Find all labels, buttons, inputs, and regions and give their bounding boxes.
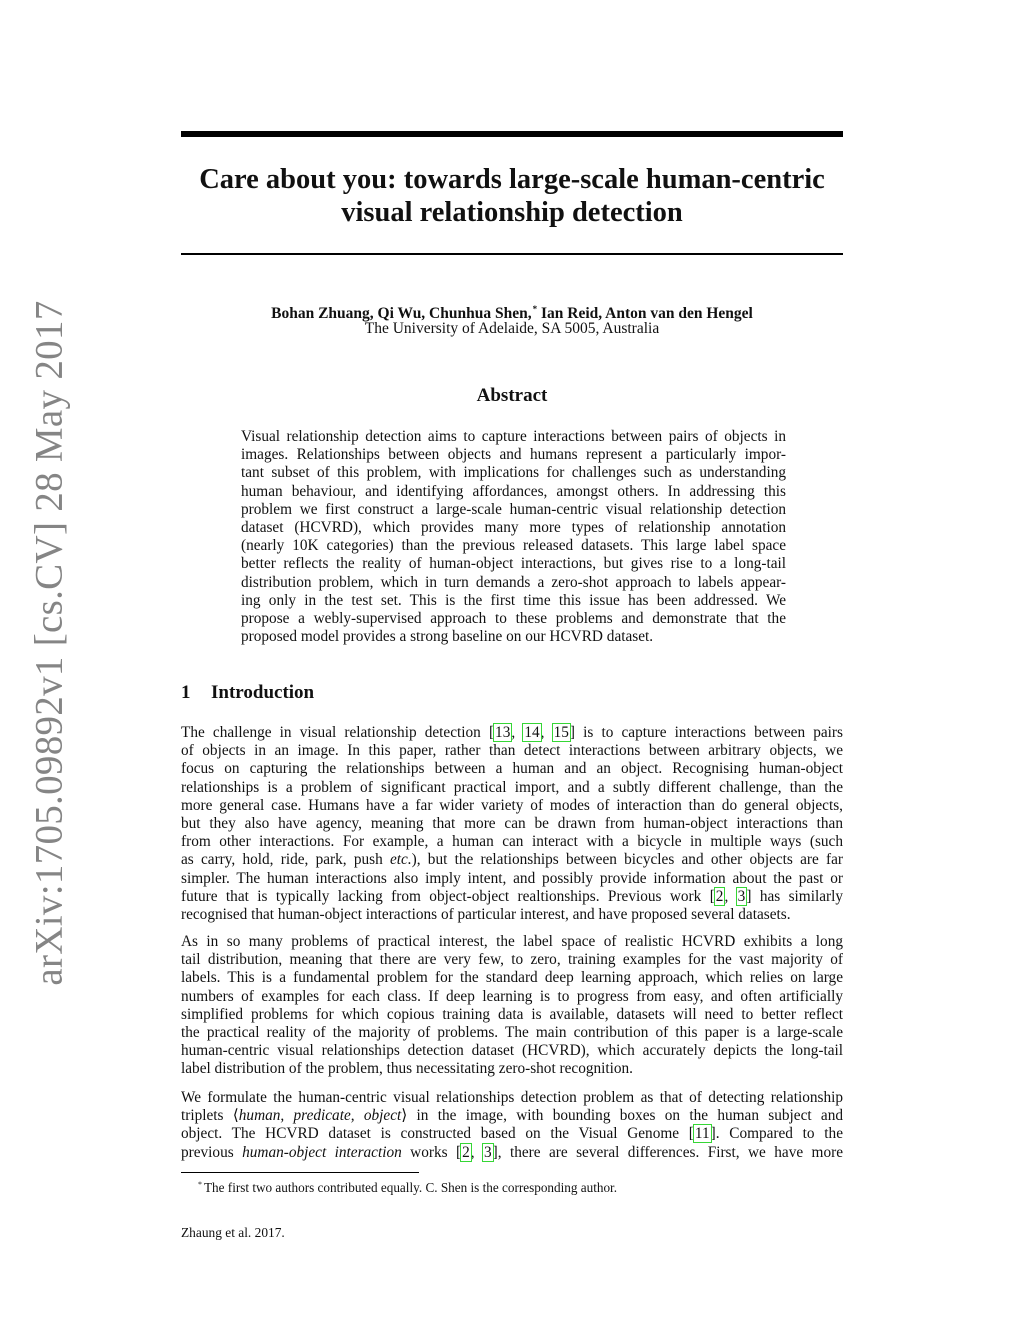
text-run: , bbox=[511, 724, 524, 741]
author-names-a: Bohan Zhuang, Qi Wu, Chunhua Shen, bbox=[271, 305, 532, 322]
intro-paragraph-2 bbox=[181, 933, 843, 1079]
footnote bbox=[198, 1177, 617, 1196]
paragraph-line: numbers of examples for each class. If deep learning is to progress from easy, and often artificially bbox=[181, 987, 843, 1005]
text-run: future that is typically lacking from object-object realtionships. Previous work [ bbox=[181, 887, 715, 905]
text-run: , bbox=[724, 887, 737, 905]
citation-link[interactable]: 3 bbox=[484, 1143, 492, 1161]
paragraph-line: tail distribution, meaning that there are very few, to zero, training examples for the vast majority of bbox=[181, 951, 843, 969]
section-title: Introduction bbox=[211, 682, 315, 703]
angle-bracket: ⟨ bbox=[232, 1107, 239, 1125]
text-run: as carry, hold, ride, park, push bbox=[181, 851, 390, 869]
text-run: The challenge in visual relationship detection [ bbox=[181, 724, 495, 741]
title-line: visual relationship detection bbox=[341, 197, 683, 228]
paragraph-line: from other interactions. For example, a human can interact with a bicycle in multiple ways (such bbox=[181, 833, 843, 851]
paper-title bbox=[181, 163, 843, 229]
title-bottom-rule bbox=[181, 253, 843, 255]
section-number: 1 bbox=[181, 682, 191, 703]
text-run: in the image, with bounding boxes on the human subject and bbox=[407, 1107, 844, 1125]
abstract-line: (nearly 10K categories) than the previous released datasets. This large label space bbox=[241, 537, 786, 555]
abstract-line: Visual relationship detection aims to capture interactions between pairs of objects in bbox=[241, 428, 786, 445]
paragraph-line bbox=[181, 1125, 843, 1143]
citation-link[interactable]: 15 bbox=[553, 724, 569, 741]
text-run: works [ bbox=[401, 1143, 462, 1161]
text-run: ), but the relationships between bicycles and other objects are far bbox=[411, 851, 843, 869]
page-footer: Zhaung et al. 2017. bbox=[181, 1225, 285, 1240]
affiliation: The University of Adelaide, SA 5005, Australia bbox=[364, 320, 660, 337]
angle-bracket: ⟩ bbox=[401, 1107, 408, 1125]
abstract-line: propose a webly-supervised approach to these problems and demonstrate that the bbox=[241, 610, 786, 628]
text-run: ] is to capture interactions between pairs bbox=[569, 724, 843, 741]
paragraph-line bbox=[181, 851, 843, 869]
citation-link[interactable]: 11 bbox=[694, 1125, 710, 1143]
abstract-line: images. Relationships between objects and humans represent a particularly impor- bbox=[241, 446, 786, 464]
footnote-rule bbox=[181, 1172, 419, 1173]
citation-link[interactable]: 2 bbox=[462, 1143, 470, 1161]
text-run: , bbox=[470, 1143, 483, 1161]
intro-paragraph-1 bbox=[181, 724, 843, 924]
title-top-rule bbox=[181, 131, 843, 137]
paragraph-line bbox=[181, 888, 843, 906]
author-names-b: Ian Reid, Anton van den Hengel bbox=[537, 305, 753, 322]
title-line: Care about you: towards large-scale human-centric bbox=[199, 164, 825, 195]
text-run: triplets bbox=[181, 1107, 233, 1125]
paragraph-line bbox=[181, 1107, 843, 1125]
paragraph-line bbox=[181, 724, 843, 742]
italic-run: etc. bbox=[389, 851, 412, 869]
abstract-line: tant subset of this problem, with implications for challenges such as understanding bbox=[241, 464, 786, 482]
paragraph-line: recognised that human-object interactions of particular interest, and have proposed several datasets. bbox=[181, 906, 791, 924]
citation-link[interactable]: 3 bbox=[737, 887, 746, 905]
paragraph-line: but they also have agency, meaning that more can be drawn from human-object interactions than bbox=[181, 815, 843, 833]
paragraph-line: label distribution of the problem, thus necessitating zero-shot recognition. bbox=[181, 1060, 634, 1078]
abstract-body bbox=[241, 428, 786, 646]
paragraph-line: more general case. Humans have a far wider variety of modes of interaction than do general objects, bbox=[181, 796, 843, 814]
abstract-line: better reflects the reality of human-object interactions, but gives rise to a long-tail bbox=[241, 555, 786, 573]
footnote-mark: * bbox=[198, 1180, 202, 1189]
abstract-line: ing only in the test set. This is the first time this issue has been addressed. We bbox=[241, 591, 786, 609]
paragraph-line: relationships is a problem of significant practical import, and a subtly different challenge, than the bbox=[181, 778, 843, 796]
paragraph-line: simpler. The human interactions also imply intent, and possibly provide information about the past or bbox=[181, 869, 843, 887]
text-run: previous bbox=[181, 1143, 243, 1161]
citation-link[interactable]: 2 bbox=[715, 887, 724, 905]
abstract-line: dataset (HCVRD), which provides many more types of relationship annotation bbox=[241, 519, 786, 537]
section-heading-introduction bbox=[181, 682, 314, 704]
text-run: , bbox=[540, 724, 553, 741]
footnote-mark: * bbox=[532, 304, 538, 314]
text-run: object. The HCVRD dataset is constructed based on the Visual Genome [ bbox=[181, 1125, 694, 1143]
abstract-line: human behaviour, and identifying affordances, amongst others. In addressing this bbox=[241, 482, 786, 500]
italic-run: human, predicate, object bbox=[238, 1107, 402, 1125]
paragraph-line: simplified problems for which copious training data is available, datasets will need to better reflect bbox=[181, 1005, 843, 1023]
footnote-text: The first two authors contributed equally. C. Shen is the corresponding author. bbox=[204, 1180, 618, 1195]
text-run: ] has similarly bbox=[746, 887, 843, 905]
paragraph-line: focus on capturing the relationships between a human and an object. Recognising human-object bbox=[181, 760, 843, 778]
text-run: ]. Compared to the bbox=[710, 1125, 843, 1143]
paragraph-line: As in so many problems of practical interest, the label space of realistic HCVRD exhibits a long bbox=[181, 933, 843, 950]
paragraph-line: of objects in an image. In this paper, rather than detect interactions between arbitrary objects, we bbox=[181, 742, 843, 760]
abstract-line: distribution problem, which in turn demands a zero-shot approach to labels appear- bbox=[241, 573, 786, 591]
intro-paragraph-3 bbox=[181, 1089, 843, 1162]
abstract-heading: Abstract bbox=[476, 385, 548, 406]
abstract-line: proposed model provides a strong baseline on our HCVRD dataset. bbox=[241, 628, 654, 646]
arxiv-identifier-stamp: arXiv:1705.09892v1 [cs.CV] 28 May 2017 bbox=[27, 300, 71, 986]
paragraph-line: human-centric visual relationships detection dataset (HCVRD), which accurately depicts the long-tail bbox=[181, 1042, 843, 1060]
citation-link[interactable]: 13 bbox=[495, 724, 511, 741]
citation-link[interactable]: 14 bbox=[524, 724, 540, 741]
paragraph-line: We formulate the human-centric visual relationships detection problem as that of detecting relationship bbox=[181, 1089, 843, 1106]
abstract-line: problem we first construct a large-scale human-centric visual relationship detection bbox=[241, 500, 786, 518]
italic-run: human-object interaction bbox=[242, 1143, 402, 1161]
paragraph-line bbox=[181, 1144, 843, 1162]
paragraph-line: labels. This is a fundamental problem for the standard deep learning approach, which relies on large bbox=[181, 969, 843, 987]
text-run: ], there are several differences. First, we have more bbox=[492, 1143, 843, 1161]
paragraph-line: the practical reality of the majority of problems. The main contribution of this paper is a large-scale bbox=[181, 1024, 843, 1042]
